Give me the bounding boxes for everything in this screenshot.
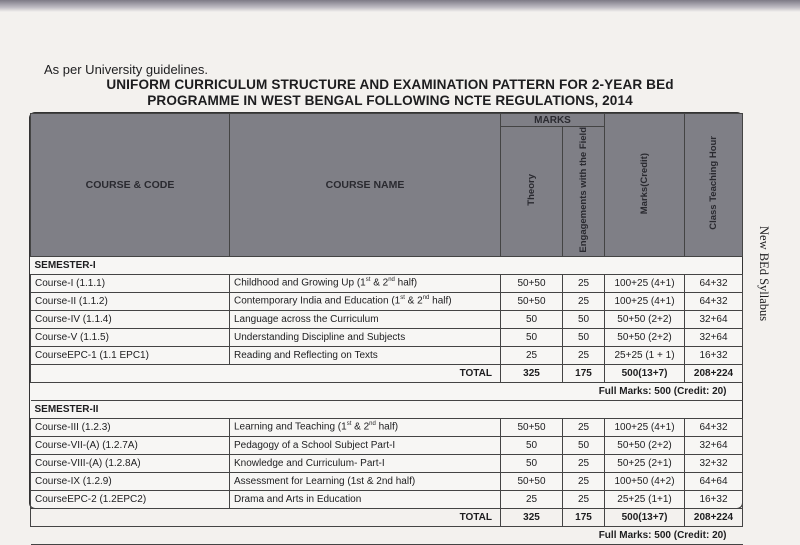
course-name: Language across the Curriculum (230, 310, 501, 328)
semester-1-label: SEMESTER-I (31, 256, 743, 274)
marks-credit: 100+25 (4+1) (605, 292, 685, 310)
class-hours: 16+32 (685, 346, 743, 364)
course-code: Course-IV (1.1.4) (31, 310, 230, 328)
side-caption: New BEd Syllabus (757, 226, 771, 322)
total-field: 175 (563, 364, 605, 382)
field-marks: 25 (563, 292, 605, 310)
total-field: 175 (563, 508, 605, 526)
theory-marks: 50+50 (501, 292, 563, 310)
total-hours: 208+224 (685, 364, 743, 382)
course-code: Course-V (1.1.5) (31, 328, 230, 346)
course-code: Course-VII-(A) (1.2.7A) (31, 436, 230, 454)
table-row (31, 472, 743, 490)
theory-marks: 50+50 (501, 418, 563, 436)
theory-marks: 25 (501, 490, 563, 508)
document-title-line1: UNIFORM CURRICULUM STRUCTURE AND EXAMINATION PATTERN FOR 2-YEAR BEd (106, 77, 674, 92)
full-marks-sem2: Full Marks: 500 (Credit: 20) (31, 526, 743, 544)
marks-credit: 50+50 (2+2) (605, 310, 685, 328)
marks-credit: 25+25 (1+1) (605, 490, 685, 508)
total-label: TOTAL (31, 364, 501, 382)
course-name: Learning and Teaching (1st & 2nd half) (230, 418, 501, 436)
header-class-hour: Class Teaching Hour (685, 114, 743, 257)
course-code: Course-VIII-(A) (1.2.8A) (31, 454, 230, 472)
header-engagements: Engagements with the Field (563, 127, 605, 257)
field-marks: 50 (563, 328, 605, 346)
field-marks: 50 (563, 310, 605, 328)
header-marks-credit: Marks(Credit) (605, 114, 685, 257)
class-hours: 64+32 (685, 292, 743, 310)
theory-marks: 25 (501, 346, 563, 364)
table-row (31, 490, 743, 508)
theory-marks: 50 (501, 328, 563, 346)
class-hours: 32+64 (685, 328, 743, 346)
course-name: Contemporary India and Education (1st & 2nd half) (230, 292, 501, 310)
class-hours: 32+64 (685, 310, 743, 328)
field-marks: 25 (563, 346, 605, 364)
course-name: Drama and Arts in Education (230, 490, 501, 508)
course-name: Childhood and Growing Up (1st & 2nd half) (230, 274, 501, 292)
curriculum-table (30, 113, 743, 545)
marks-credit: 100+25 (4+1) (605, 418, 685, 436)
marks-credit: 100+25 (4+1) (605, 274, 685, 292)
theory-marks: 50+50 (501, 274, 563, 292)
field-marks: 25 (563, 418, 605, 436)
marks-credit: 100+50 (4+2) (605, 472, 685, 490)
total-credit: 500(13+7) (605, 364, 685, 382)
scan-top-edge (0, 0, 800, 12)
course-code: CourseEPC-1 (1.1 EPC1) (31, 346, 230, 364)
total-label: TOTAL (31, 508, 501, 526)
course-code: Course-IX (1.2.9) (31, 472, 230, 490)
table-row (31, 346, 743, 364)
curriculum-table-frame (29, 112, 743, 541)
class-hours: 64+64 (685, 472, 743, 490)
field-marks: 25 (563, 490, 605, 508)
marks-credit: 50+50 (2+2) (605, 328, 685, 346)
course-name: Pedagogy of a School Subject Part-I (230, 436, 501, 454)
course-code: Course-II (1.1.2) (31, 292, 230, 310)
header-theory: Theory (501, 127, 563, 257)
theory-marks: 50 (501, 310, 563, 328)
document-title-line2: PROGRAMME IN WEST BENGAL FOLLOWING NCTE REGULATIONS, 2014 (147, 93, 633, 108)
table-row (31, 274, 743, 292)
class-hours: 64+32 (685, 274, 743, 292)
header-marks: MARKS (501, 114, 605, 127)
course-code: CourseEPC-2 (1.2EPC2) (31, 490, 230, 508)
table-row (31, 328, 743, 346)
marks-credit: 50+50 (2+2) (605, 436, 685, 454)
class-hours: 64+32 (685, 418, 743, 436)
theory-marks: 50 (501, 436, 563, 454)
course-name: Understanding Discipline and Subjects (230, 328, 501, 346)
marks-credit: 25+25 (1 + 1) (605, 346, 685, 364)
course-code: Course-III (1.2.3) (31, 418, 230, 436)
class-hours: 32+32 (685, 454, 743, 472)
total-theory: 325 (501, 508, 563, 526)
course-name: Knowledge and Curriculum- Part-I (230, 454, 501, 472)
theory-marks: 50 (501, 454, 563, 472)
marks-credit: 50+25 (2+1) (605, 454, 685, 472)
field-marks: 25 (563, 274, 605, 292)
semester-2-label: SEMESTER-II (31, 400, 743, 418)
theory-marks: 50+50 (501, 472, 563, 490)
full-marks-sem1: Full Marks: 500 (Credit: 20) (31, 382, 743, 400)
field-marks: 25 (563, 454, 605, 472)
field-marks: 50 (563, 436, 605, 454)
total-credit: 500(13+7) (605, 508, 685, 526)
total-row (31, 364, 743, 382)
table-row (31, 292, 743, 310)
guideline-note: As per University guidelines. (44, 62, 209, 77)
table-row (31, 454, 743, 472)
field-marks: 25 (563, 472, 605, 490)
table-row (31, 436, 743, 454)
course-code: Course-I (1.1.1) (31, 274, 230, 292)
total-row (31, 508, 743, 526)
course-name: Reading and Reflecting on Texts (230, 346, 501, 364)
total-theory: 325 (501, 364, 563, 382)
table-row (31, 310, 743, 328)
course-name: Assessment for Learning (1st & 2nd half) (230, 472, 501, 490)
total-hours: 208+224 (685, 508, 743, 526)
class-hours: 32+64 (685, 436, 743, 454)
header-course-name: COURSE NAME (230, 114, 501, 257)
header-course-code: COURSE & CODE (31, 114, 230, 257)
table-row (31, 418, 743, 436)
class-hours: 16+32 (685, 490, 743, 508)
